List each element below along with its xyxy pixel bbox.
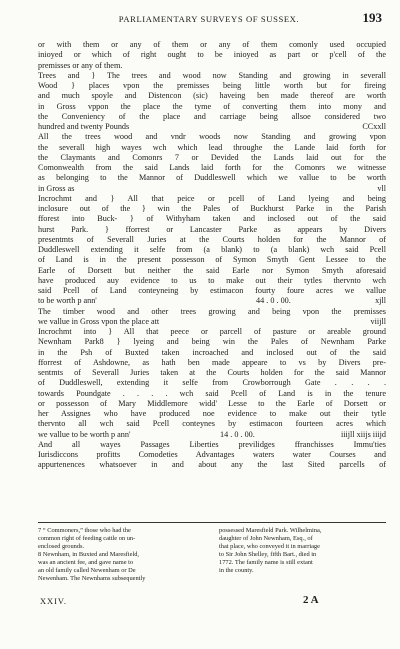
text-line: Trees and } The trees and wood now Standing and growing in severall (38, 70, 386, 80)
text-line: The timber wood and other trees growing and being vpon the premisses (38, 306, 386, 316)
text-line: And all wayes Passages Liberties previlidges ffranchisses Immu'ties (38, 439, 386, 449)
text-line: or with them or any of them or any of them comonly used occupied (38, 40, 386, 49)
text-line: All the trees wood and vndr woods now Standing and growing vpon (38, 132, 386, 142)
text-line: thervnto all wch said Pcell conteynes by estimacon fourteen acres which (38, 419, 386, 429)
text-line: Earle of Dorsett but neither the said Earle nor Symon Smyth aforesaid (38, 265, 386, 275)
text-line: premisses or any of them. (38, 60, 123, 70)
sum-value-roman: xjll (375, 296, 386, 306)
sum-value: CCxxll (362, 122, 386, 131)
footnote-line: that place, who conveyed it in marriage (219, 543, 320, 550)
text-line: Incrochmt and } All that peice or pcell of Land lyeing and being (38, 193, 386, 203)
footnote-line: common right of feeding cattle on un- (38, 535, 136, 542)
text-line: fforest into Buck- } of Withyham taken and inclosed out of the said (38, 214, 386, 224)
footnote-line: to Sir John Shelley, fifth Bart., died in (219, 551, 317, 558)
text-segment: hundred and twenty Pounds (38, 122, 130, 131)
text-segment: in Gross as (38, 183, 75, 193)
text-line: have produced auy evidence to us to make out their tytles thervnto wch (38, 275, 386, 285)
running-title: PARLIAMENTARY SURVEYS OF SUSSEX. (118, 14, 300, 24)
footnote-line: enclosed grounds. (38, 543, 85, 550)
text-line: in Gross vppon the place the tyme of converting them into mony and (38, 101, 386, 111)
text-line: said Pcell of Land conteyneing by estimacon fourty foure acres we vallue (38, 286, 386, 295)
text-line: appurtenences whatsoever in and about any the last Sited parcells of (38, 460, 386, 470)
text-line: fforrest of Ashdowne, as hath ben made appeare to vs by Divers pre- (38, 357, 386, 367)
text-line: or possesson of Mary Middlemore widd' Lesse to the Earle of Dorsett or (38, 398, 386, 408)
text-line-with-sum (38, 184, 386, 194)
footnote-line: Newenham. The Newnhams subsequently (38, 575, 146, 582)
text-line: Duddleswell extending it selfe from (a blank) to (a blank) wch said Pcell (38, 245, 386, 254)
body-text (38, 40, 386, 471)
text-line-with-sum (38, 430, 386, 440)
footnote-column-left (38, 527, 205, 583)
text-line: inclosure out of the } win the Pales of Buckhurst Parke in the Parish (38, 204, 386, 213)
text-line: Incrochmt into } All that peece or parcell of pasture or areable ground (38, 327, 386, 336)
text-line: inioyed or which of right ought to be inioyed as part or p'cell of the (38, 50, 386, 60)
text-line: in the Psh of Buxted taken incroached and inclosed out of the said (38, 347, 386, 357)
text-line-with-sum (38, 122, 386, 132)
text-segment: we vallue in Gross vpon the place att (38, 316, 160, 326)
signature-mark: 2 A (303, 594, 319, 606)
footnote-line: 7 “ Commoners,” those who had the (38, 527, 131, 534)
footnote-line: 8 Newnham, in Buxted and Maresfield, (38, 551, 139, 558)
volume-signature: XXIV. (40, 597, 67, 606)
text-line: Comonwealth from the said Lands laid forth for the Comonrs we witnesse (38, 163, 386, 172)
footnote-line: in the county. (219, 567, 254, 574)
text-segment: we vallue to be worth p ann' (38, 429, 131, 439)
sum-value: 14 . 0 . 00. (220, 429, 255, 439)
footnote-line: 1772. The family name is still extant (219, 559, 313, 566)
text-line: her Assignes who have produced noe evidence to make out their tytle (38, 409, 386, 418)
sum-value: vll (377, 183, 386, 193)
footnote-line: daughter of John Newnham, Esq., of (219, 535, 313, 542)
text-line: hurst Park. } fforrest or Lancaster Parke as appears by Divers (38, 224, 386, 234)
text-line: the Conveniency of the place and carriage being allsoe considered two (38, 111, 386, 121)
text-line: presentmts of Severall Juries at the Courts holden for the Mannor of (38, 234, 386, 244)
footnote-line: was an ancient fee, and gave name to (38, 559, 134, 566)
footnote-line: possessed Maresfield Park. Wilhelmina, (219, 527, 322, 534)
footnote-divider (38, 522, 386, 523)
text-line: of Land is in the present possesson of Symon Smyth Gent Lessee to the (38, 255, 386, 265)
text-line: and much spoyle and Distencon (sic) haveing ben made thereof are worth (38, 91, 386, 101)
sum-value: 44 . 0 . 00. (256, 296, 291, 306)
text-line: towards Poundgate . . . . wch said Pcell of Land is in the tenure (38, 388, 386, 398)
page-number: 193 (362, 10, 382, 25)
text-line: the Claymants and Comonrs 7 or Devided the Lands laid out for the (38, 152, 386, 162)
text-line: the severall high wayes wch which lead throughe the Lande laid forth for (38, 142, 386, 152)
text-line-with-sum (38, 317, 386, 327)
sum-value: viijll (370, 316, 386, 326)
footnotes (38, 527, 386, 583)
footnote-line: an old family called Newenham or De (38, 567, 136, 574)
text-line: of Duddleswell, extending it selfe from Crowborrough Gate . . . . (38, 378, 386, 388)
text-segment: to be worth p ann' (38, 296, 97, 306)
text-line: Iurisdiccons profitts Comodeties Advantages waters water Courses and (38, 450, 386, 459)
footnote-column-right (219, 527, 386, 583)
sum-value-roman: iiijll xiijs iiijd (340, 429, 386, 439)
text-line: sentmts of Severall Juries taken at the Courts holden for the said Mannor (38, 368, 386, 377)
text-line: as belonging to the Mannor of Duddleswell which we vallue to be worth (38, 173, 386, 183)
text-line: Newnham Park8 } lyeing and being win the Pales of Newnham Parke (38, 337, 386, 347)
text-line-with-sum (38, 296, 386, 306)
text-line: Wood } places vpon the premisses being little worth but for fireing (38, 81, 386, 90)
